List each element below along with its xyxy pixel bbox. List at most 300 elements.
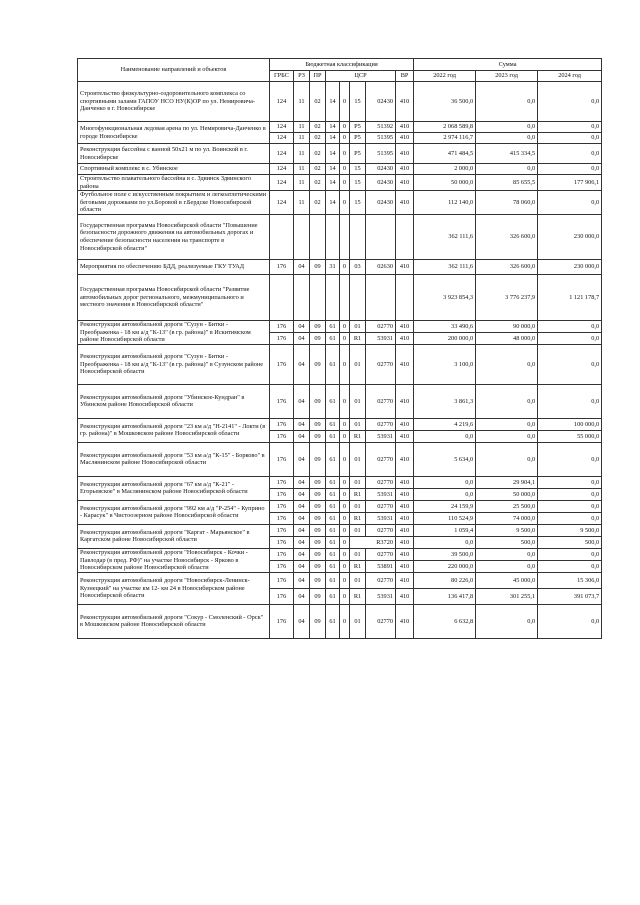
vr-cell: 410 xyxy=(396,430,414,442)
grbs-cell: 176 xyxy=(270,588,294,604)
rz-cell xyxy=(294,214,310,259)
grbs-cell: 176 xyxy=(270,560,294,572)
table-row xyxy=(78,344,602,384)
object-name-cell: Мероприятия по обеспечению БДД, реализуемые ГКУ ТУАД xyxy=(78,259,270,274)
csr-part3-cell: 15 xyxy=(350,191,366,215)
rz-cell: 04 xyxy=(294,604,310,638)
csr-part3-cell: P5 xyxy=(350,133,366,144)
sum-2022-cell: 33 490,6 xyxy=(414,320,476,332)
csr-code-cell: 02770 xyxy=(366,476,396,488)
csr-part2-cell: 0 xyxy=(340,164,350,175)
sum-2024-cell: 1 121 178,7 xyxy=(538,274,602,320)
sum-2022-cell: 39 500,0 xyxy=(414,548,476,560)
rz-cell: 04 xyxy=(294,430,310,442)
grbs-cell: 176 xyxy=(270,332,294,344)
pr-cell: 09 xyxy=(310,560,326,572)
rz-cell: 11 xyxy=(294,144,310,164)
rz-cell: 04 xyxy=(294,588,310,604)
sum-2023-cell: 0,0 xyxy=(476,122,538,133)
rz-cell: 11 xyxy=(294,164,310,175)
csr-code-cell: 53931 xyxy=(366,488,396,500)
pr-cell: 02 xyxy=(310,144,326,164)
rz-cell: 11 xyxy=(294,191,310,215)
sum-2023-cell: 326 600,0 xyxy=(476,259,538,274)
sum-2023-cell: 0,0 xyxy=(476,430,538,442)
csr-part1-cell: 61 xyxy=(326,604,340,638)
object-name-cell: Государственная программа Новосибирской области "Развитие автомобильных дорог регионального, межмуниципального и местного значения в Новосибирской области" xyxy=(78,274,270,320)
sum-2023-cell: 326 600,0 xyxy=(476,214,538,259)
csr-part3-cell: 01 xyxy=(350,344,366,384)
rz-cell: 04 xyxy=(294,560,310,572)
grbs-cell: 124 xyxy=(270,175,294,191)
grbs-cell: 124 xyxy=(270,133,294,144)
sum-2022-cell: 24 159,9 xyxy=(414,500,476,512)
table-row xyxy=(78,524,602,536)
sum-2024-cell: 0,0 xyxy=(538,164,602,175)
sum-2022-cell: 3 100,0 xyxy=(414,344,476,384)
csr-code-cell: 53931 xyxy=(366,512,396,524)
csr-code-cell xyxy=(366,214,396,259)
object-name-cell: Реконструкция автомобильной дороги "Новосибирск - Кочки - Павлодар (в пред. РФ)" на участке Новосибирск - Ярково в Новосибирском районе Новосибирской области xyxy=(78,548,270,572)
object-name-cell: Реконструкция автомобильной дороги "Новосибирск-Ленинск-Кузнецкий" на участке км 12- км 24 в Новосибирском районе Новосибирской области xyxy=(78,572,270,604)
vr-cell: 410 xyxy=(396,344,414,384)
sum-2023-cell: 0,0 xyxy=(476,418,538,430)
sum-2023-cell: 500,0 xyxy=(476,536,538,548)
vr-cell: 410 xyxy=(396,133,414,144)
vr-cell xyxy=(396,274,414,320)
csr-part3-cell: R1 xyxy=(350,588,366,604)
csr-part2-cell: 0 xyxy=(340,572,350,588)
table-row xyxy=(78,418,602,430)
csr-part3-cell: P5 xyxy=(350,144,366,164)
sum-2024-cell: 0,0 xyxy=(538,144,602,164)
csr-part2-cell: 0 xyxy=(340,384,350,418)
sum-2023-cell: 9 500,0 xyxy=(476,524,538,536)
sum-2024-cell: 0,0 xyxy=(538,191,602,215)
csr-part1-cell: 14 xyxy=(326,122,340,133)
csr-part3-cell: 15 xyxy=(350,175,366,191)
header-rz: РЗ xyxy=(294,71,310,82)
csr-part3-cell: R1 xyxy=(350,430,366,442)
sum-2023-cell: 45 000,0 xyxy=(476,572,538,588)
grbs-cell: 176 xyxy=(270,430,294,442)
object-name-cell: Реконструкция автомобильной дороги "Каргат - Марьянское" в Каргатском районе Новосибирской области xyxy=(78,524,270,548)
sum-2022-cell: 2 068 589,8 xyxy=(414,122,476,133)
csr-part1-cell: 14 xyxy=(326,191,340,215)
csr-code-cell: 53931 xyxy=(366,332,396,344)
sum-2024-cell: 15 306,0 xyxy=(538,572,602,588)
sum-2024-cell: 0,0 xyxy=(538,122,602,133)
object-name-cell: Футбольное поле с искусственным покрытием и легкоатлетическими беговыми дорожками по ул.Боровой в г.Бердске Новосибирской области xyxy=(78,191,270,215)
sum-2022-cell: 0,0 xyxy=(414,536,476,548)
csr-code-cell: 02430 xyxy=(366,164,396,175)
vr-cell: 410 xyxy=(396,476,414,488)
sum-2022-cell: 80 226,0 xyxy=(414,572,476,588)
table-row xyxy=(78,82,602,122)
csr-part1-cell: 14 xyxy=(326,175,340,191)
grbs-cell: 176 xyxy=(270,476,294,488)
header-grbs: ГРБС xyxy=(270,71,294,82)
csr-part2-cell: 0 xyxy=(340,488,350,500)
csr-code-cell: 02770 xyxy=(366,320,396,332)
sum-2024-cell: 0,0 xyxy=(538,320,602,332)
pr-cell: 09 xyxy=(310,588,326,604)
vr-cell xyxy=(396,214,414,259)
csr-part3-cell: 01 xyxy=(350,476,366,488)
csr-part3-cell: R1 xyxy=(350,560,366,572)
vr-cell: 410 xyxy=(396,560,414,572)
rz-cell: 11 xyxy=(294,122,310,133)
table-row xyxy=(78,259,602,274)
rz-cell xyxy=(294,274,310,320)
csr-part1-cell: 61 xyxy=(326,488,340,500)
pr-cell: 09 xyxy=(310,572,326,588)
csr-part2-cell: 0 xyxy=(340,320,350,332)
grbs-cell: 124 xyxy=(270,82,294,122)
csr-part1-cell: 61 xyxy=(326,500,340,512)
sum-2023-cell: 90 000,0 xyxy=(476,320,538,332)
sum-2023-cell: 25 500,0 xyxy=(476,500,538,512)
rz-cell: 11 xyxy=(294,82,310,122)
sum-2023-cell: 48 000,0 xyxy=(476,332,538,344)
csr-part1-cell: 61 xyxy=(326,430,340,442)
sum-2022-cell: 200 000,0 xyxy=(414,332,476,344)
vr-cell: 410 xyxy=(396,259,414,274)
program-row xyxy=(78,214,602,259)
object-name-cell: Реконструкция автомобильной дороги "53 км а/д "К-15" - Борково" в Маслянинском районе Новосибирской области xyxy=(78,442,270,476)
sum-2022-cell: 3 861,3 xyxy=(414,384,476,418)
vr-cell: 410 xyxy=(396,512,414,524)
sum-2022-cell: 362 111,6 xyxy=(414,214,476,259)
rz-cell: 04 xyxy=(294,442,310,476)
rz-cell: 11 xyxy=(294,133,310,144)
sum-2023-cell: 0,0 xyxy=(476,344,538,384)
budget-table-body xyxy=(78,82,602,639)
csr-part2-cell: 0 xyxy=(340,144,350,164)
csr-code-cell: 02770 xyxy=(366,572,396,588)
vr-cell: 410 xyxy=(396,144,414,164)
vr-cell: 410 xyxy=(396,572,414,588)
sum-2024-cell: 0,0 xyxy=(538,488,602,500)
object-name-cell: Реконструкция автомобильной дороги "Сокур - Смоленский - Орск" в Мошковском районе Новосибирской области xyxy=(78,604,270,638)
table-row xyxy=(78,548,602,560)
object-name-cell: Реконструкция автомобильной дороги "Убинское-Кундран" в Убинском районе Новосибирской области xyxy=(78,384,270,418)
sum-2024-cell: 9 500,0 xyxy=(538,524,602,536)
table-row xyxy=(78,320,602,332)
table-row xyxy=(78,572,602,588)
grbs-cell: 176 xyxy=(270,500,294,512)
csr-code-cell: 02430 xyxy=(366,82,396,122)
rz-cell: 04 xyxy=(294,344,310,384)
csr-code-cell xyxy=(366,274,396,320)
grbs-cell: 176 xyxy=(270,604,294,638)
budget-table xyxy=(77,58,602,639)
sum-2023-cell: 301 255,1 xyxy=(476,588,538,604)
sum-2022-cell: 1 059,4 xyxy=(414,524,476,536)
table-row xyxy=(78,122,602,133)
sum-2024-cell: 0,0 xyxy=(538,500,602,512)
table-row xyxy=(78,442,602,476)
rz-cell: 04 xyxy=(294,488,310,500)
sum-2022-cell: 2 974 116,7 xyxy=(414,133,476,144)
csr-code-cell: 02770 xyxy=(366,344,396,384)
program-row xyxy=(78,274,602,320)
csr-part3-cell: 01 xyxy=(350,548,366,560)
sum-2024-cell: 0,0 xyxy=(538,82,602,122)
vr-cell: 410 xyxy=(396,548,414,560)
sum-2024-cell: 0,0 xyxy=(538,332,602,344)
csr-part3-cell: 01 xyxy=(350,320,366,332)
rz-cell: 11 xyxy=(294,175,310,191)
pr-cell: 09 xyxy=(310,476,326,488)
sum-2023-cell: 3 776 237,9 xyxy=(476,274,538,320)
csr-part1-cell: 61 xyxy=(326,524,340,536)
vr-cell: 410 xyxy=(396,332,414,344)
csr-part1-cell: 14 xyxy=(326,133,340,144)
sum-2024-cell: 500,0 xyxy=(538,536,602,548)
csr-part3-cell: 15 xyxy=(350,164,366,175)
csr-part2-cell: 0 xyxy=(340,548,350,560)
sum-2023-cell: 78 060,0 xyxy=(476,191,538,215)
csr-part1-cell: 31 xyxy=(326,259,340,274)
pr-cell xyxy=(310,214,326,259)
grbs-cell: 176 xyxy=(270,320,294,332)
csr-part3-cell: 01 xyxy=(350,604,366,638)
pr-cell: 09 xyxy=(310,488,326,500)
csr-code-cell: 02770 xyxy=(366,384,396,418)
sum-2022-cell: 36 500,0 xyxy=(414,82,476,122)
rz-cell: 04 xyxy=(294,259,310,274)
pr-cell: 09 xyxy=(310,418,326,430)
pr-cell: 02 xyxy=(310,191,326,215)
sum-2024-cell: 0,0 xyxy=(538,604,602,638)
sum-2022-cell: 136 417,8 xyxy=(414,588,476,604)
sum-2023-cell: 29 904,1 xyxy=(476,476,538,488)
csr-code-cell: 51395 xyxy=(366,133,396,144)
csr-part1-cell: 61 xyxy=(326,442,340,476)
rz-cell: 04 xyxy=(294,524,310,536)
csr-part2-cell xyxy=(340,214,350,259)
csr-part1-cell: 14 xyxy=(326,144,340,164)
vr-cell: 410 xyxy=(396,82,414,122)
grbs-cell: 176 xyxy=(270,524,294,536)
grbs-cell: 176 xyxy=(270,572,294,588)
sum-2023-cell: 0,0 xyxy=(476,164,538,175)
sum-2022-cell: 0,0 xyxy=(414,488,476,500)
table-row xyxy=(78,384,602,418)
sum-2023-cell: 50 000,0 xyxy=(476,488,538,500)
pr-cell: 09 xyxy=(310,512,326,524)
pr-cell: 09 xyxy=(310,344,326,384)
table-row xyxy=(78,604,602,638)
grbs-cell: 176 xyxy=(270,512,294,524)
vr-cell: 410 xyxy=(396,488,414,500)
table-row xyxy=(78,175,602,191)
csr-part1-cell: 61 xyxy=(326,512,340,524)
csr-part2-cell: 0 xyxy=(340,332,350,344)
header-pr: ПР xyxy=(310,71,326,82)
csr-part3-cell: 01 xyxy=(350,384,366,418)
table-row xyxy=(78,476,602,488)
csr-code-cell: 02770 xyxy=(366,442,396,476)
csr-part2-cell: 0 xyxy=(340,133,350,144)
object-name-cell: Строительство плавательного бассейна в с. Здвинск Здвинского района xyxy=(78,175,270,191)
sum-2024-cell: 230 000,0 xyxy=(538,214,602,259)
vr-cell: 410 xyxy=(396,191,414,215)
vr-cell: 410 xyxy=(396,604,414,638)
csr-part1-cell: 61 xyxy=(326,572,340,588)
csr-part3-cell: 01 xyxy=(350,442,366,476)
sum-2022-cell: 110 524,9 xyxy=(414,512,476,524)
csr-part2-cell: 0 xyxy=(340,524,350,536)
sum-2024-cell: 0,0 xyxy=(538,384,602,418)
csr-code-cell: 51395 xyxy=(366,144,396,164)
vr-cell: 410 xyxy=(396,536,414,548)
csr-code-cell: 53931 xyxy=(366,588,396,604)
sum-2024-cell: 177 906,1 xyxy=(538,175,602,191)
table-row xyxy=(78,144,602,164)
rz-cell: 04 xyxy=(294,418,310,430)
pr-cell: 02 xyxy=(310,164,326,175)
sum-2022-cell: 4 219,6 xyxy=(414,418,476,430)
object-name-cell: Многофункциональная ледовая арена по ул. Немировича-Данченко в городе Новосибирске xyxy=(78,122,270,144)
grbs-cell: 176 xyxy=(270,259,294,274)
csr-code-cell: 02430 xyxy=(366,191,396,215)
csr-part2-cell: 0 xyxy=(340,191,350,215)
pr-cell: 09 xyxy=(310,259,326,274)
pr-cell xyxy=(310,274,326,320)
vr-cell: 410 xyxy=(396,122,414,133)
pr-cell: 02 xyxy=(310,133,326,144)
pr-cell: 02 xyxy=(310,122,326,133)
rz-cell: 04 xyxy=(294,384,310,418)
sum-2023-cell: 415 334,5 xyxy=(476,144,538,164)
sum-2022-cell: 6 632,8 xyxy=(414,604,476,638)
sum-2022-cell: 471 484,5 xyxy=(414,144,476,164)
object-name-cell: Строительство физкультурно-оздоровительного комплекса со спортивными залами ГАПОУ НСО НУ(К)ОР по ул. Немировича-Данченко в г. Новосибирске xyxy=(78,82,270,122)
rz-cell: 04 xyxy=(294,476,310,488)
sum-2022-cell: 0,0 xyxy=(414,476,476,488)
object-name-cell: Реконструкция бассейна с ванной 50х21 м по ул. Воинской в г. Новосибирске xyxy=(78,144,270,164)
pr-cell: 09 xyxy=(310,442,326,476)
csr-part3-cell: 15 xyxy=(350,82,366,122)
csr-part1-cell: 61 xyxy=(326,332,340,344)
csr-part1-cell: 61 xyxy=(326,344,340,384)
sum-2022-cell: 3 923 854,3 xyxy=(414,274,476,320)
sum-2023-cell: 74 000,0 xyxy=(476,512,538,524)
header-name-column: Наименование направлений и объектов xyxy=(78,59,270,82)
csr-part1-cell: 61 xyxy=(326,588,340,604)
csr-part1-cell: 61 xyxy=(326,476,340,488)
csr-part3-cell: R1 xyxy=(350,488,366,500)
sum-2022-cell: 112 140,0 xyxy=(414,191,476,215)
csr-part2-cell: 0 xyxy=(340,512,350,524)
csr-part3-cell: 01 xyxy=(350,524,366,536)
rz-cell: 04 xyxy=(294,512,310,524)
grbs-cell: 176 xyxy=(270,536,294,548)
pr-cell: 09 xyxy=(310,536,326,548)
grbs-cell: 124 xyxy=(270,144,294,164)
rz-cell: 04 xyxy=(294,320,310,332)
pr-cell: 09 xyxy=(310,320,326,332)
sum-2022-cell: 2 000,0 xyxy=(414,164,476,175)
rz-cell: 04 xyxy=(294,500,310,512)
vr-cell: 410 xyxy=(396,500,414,512)
csr-part2-cell: 0 xyxy=(340,560,350,572)
csr-code-cell: 02770 xyxy=(366,548,396,560)
grbs-cell: 176 xyxy=(270,344,294,384)
sum-2023-cell: 0,0 xyxy=(476,133,538,144)
sum-2023-cell: 0,0 xyxy=(476,604,538,638)
csr-code-cell: 53891 xyxy=(366,560,396,572)
csr-part1-cell: 61 xyxy=(326,536,340,548)
pr-cell: 02 xyxy=(310,82,326,122)
csr-part2-cell: 0 xyxy=(340,604,350,638)
csr-part3-cell: 01 xyxy=(350,418,366,430)
csr-part3-cell: 01 xyxy=(350,500,366,512)
csr-part3-cell: P5 xyxy=(350,122,366,133)
csr-part2-cell: 0 xyxy=(340,430,350,442)
sum-2024-cell: 0,0 xyxy=(538,512,602,524)
vr-cell: 410 xyxy=(396,524,414,536)
csr-code-cell: 02630 xyxy=(366,259,396,274)
sum-2024-cell: 0,0 xyxy=(538,560,602,572)
pr-cell: 02 xyxy=(310,175,326,191)
csr-part1-cell: 61 xyxy=(326,418,340,430)
vr-cell: 410 xyxy=(396,418,414,430)
rz-cell: 04 xyxy=(294,548,310,560)
csr-part3-cell xyxy=(350,214,366,259)
sum-2024-cell: 391 073,7 xyxy=(538,588,602,604)
csr-part1-cell: 14 xyxy=(326,82,340,122)
rz-cell: 04 xyxy=(294,536,310,548)
csr-part2-cell xyxy=(340,274,350,320)
csr-part1-cell: 61 xyxy=(326,560,340,572)
pr-cell: 09 xyxy=(310,430,326,442)
csr-part2-cell: 0 xyxy=(340,175,350,191)
sum-2023-cell: 0,0 xyxy=(476,560,538,572)
sum-2023-cell: 0,0 xyxy=(476,82,538,122)
sum-2022-cell: 220 000,0 xyxy=(414,560,476,572)
csr-code-cell: 02770 xyxy=(366,418,396,430)
csr-part1-cell xyxy=(326,274,340,320)
csr-code-cell: 02770 xyxy=(366,524,396,536)
grbs-cell: 176 xyxy=(270,418,294,430)
csr-part2-cell: 0 xyxy=(340,82,350,122)
header-2024: 2024 год xyxy=(538,71,602,82)
csr-code-cell: 02430 xyxy=(366,175,396,191)
csr-part2-cell: 0 xyxy=(340,588,350,604)
sum-2023-cell: 0,0 xyxy=(476,548,538,560)
header-budget-classification: Бюджетная классификация xyxy=(270,59,414,71)
csr-code-cell: 02770 xyxy=(366,500,396,512)
pr-cell: 09 xyxy=(310,332,326,344)
csr-part2-cell: 0 xyxy=(340,500,350,512)
vr-cell: 410 xyxy=(396,588,414,604)
header-2022: 2022 год xyxy=(414,71,476,82)
csr-part3-cell: R1 xyxy=(350,332,366,344)
grbs-cell: 176 xyxy=(270,442,294,476)
grbs-cell: 124 xyxy=(270,191,294,215)
vr-cell: 410 xyxy=(396,175,414,191)
csr-code-cell: 53931 xyxy=(366,430,396,442)
sum-2022-cell: 50 000,0 xyxy=(414,175,476,191)
object-name-cell: Спортивный комплекс в с. Убинское xyxy=(78,164,270,175)
grbs-cell: 124 xyxy=(270,164,294,175)
csr-part2-cell: 0 xyxy=(340,476,350,488)
table-row xyxy=(78,164,602,175)
csr-part1-cell xyxy=(326,214,340,259)
